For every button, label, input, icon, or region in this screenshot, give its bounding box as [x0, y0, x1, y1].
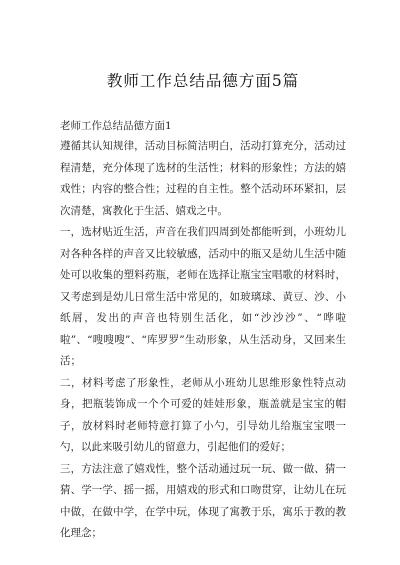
paragraph-point-three: 三，方法注意了嬉戏性，整个活动通过玩一玩、做一做、猜一猜、学一学、摇一摇，用嬉戏的形式和口吻贯穿，让幼儿在玩中做，在做中学，在学中玩，体现了寓教于乐，寓乐于教的教化理念； — [60, 462, 346, 539]
paragraph-point-two: 二，材料考虑了形象性，老师从小班幼儿思维形象性特点动身，把瓶装饰成一个个可爱的娃娃形象，瓶盖就是宝宝的帽子，放材料时老师特意打算了小勺，引导幼儿给瓶宝宝喂一勺，以此来吸引幼儿的留意力，引起他们的爱好； — [60, 376, 346, 453]
document-title: 教师工作总结品德方面5篇 — [106, 72, 300, 90]
paragraph-point-one: 一，选材贴近生活，声音在我们四周到处都能听到，小班幼儿对各种各样的声音又比较敏感，活动中的瓶又是幼儿生活中随处可以收集的塑料药瓶，老师在选择让瓶宝宝唱歌的材料时，又考虑到是幼儿日常生活中常见的，如玻璃球、黄豆、沙、小纸屑，发出的声音也特别生活化，如“沙沙沙”、“哗啦啦”、“嗖嗖嗖”、“库罗罗”生动形象，从生活动身，又回来生活； — [60, 226, 346, 367]
paragraph-intro: 遵循其认知规律，活动目标简洁明白，活动打算充分，活动过程清楚，充分体现了选材的生活性；材料的形象性；方法的嬉戏性；内容的整合性；过程的自主性。整个活动环环紧扣，层次清楚，寓教化于生活、嬉戏之中。 — [60, 140, 346, 217]
document-subtitle: 老师工作总结品德方面1 — [60, 120, 172, 132]
document-body — [60, 136, 346, 545]
